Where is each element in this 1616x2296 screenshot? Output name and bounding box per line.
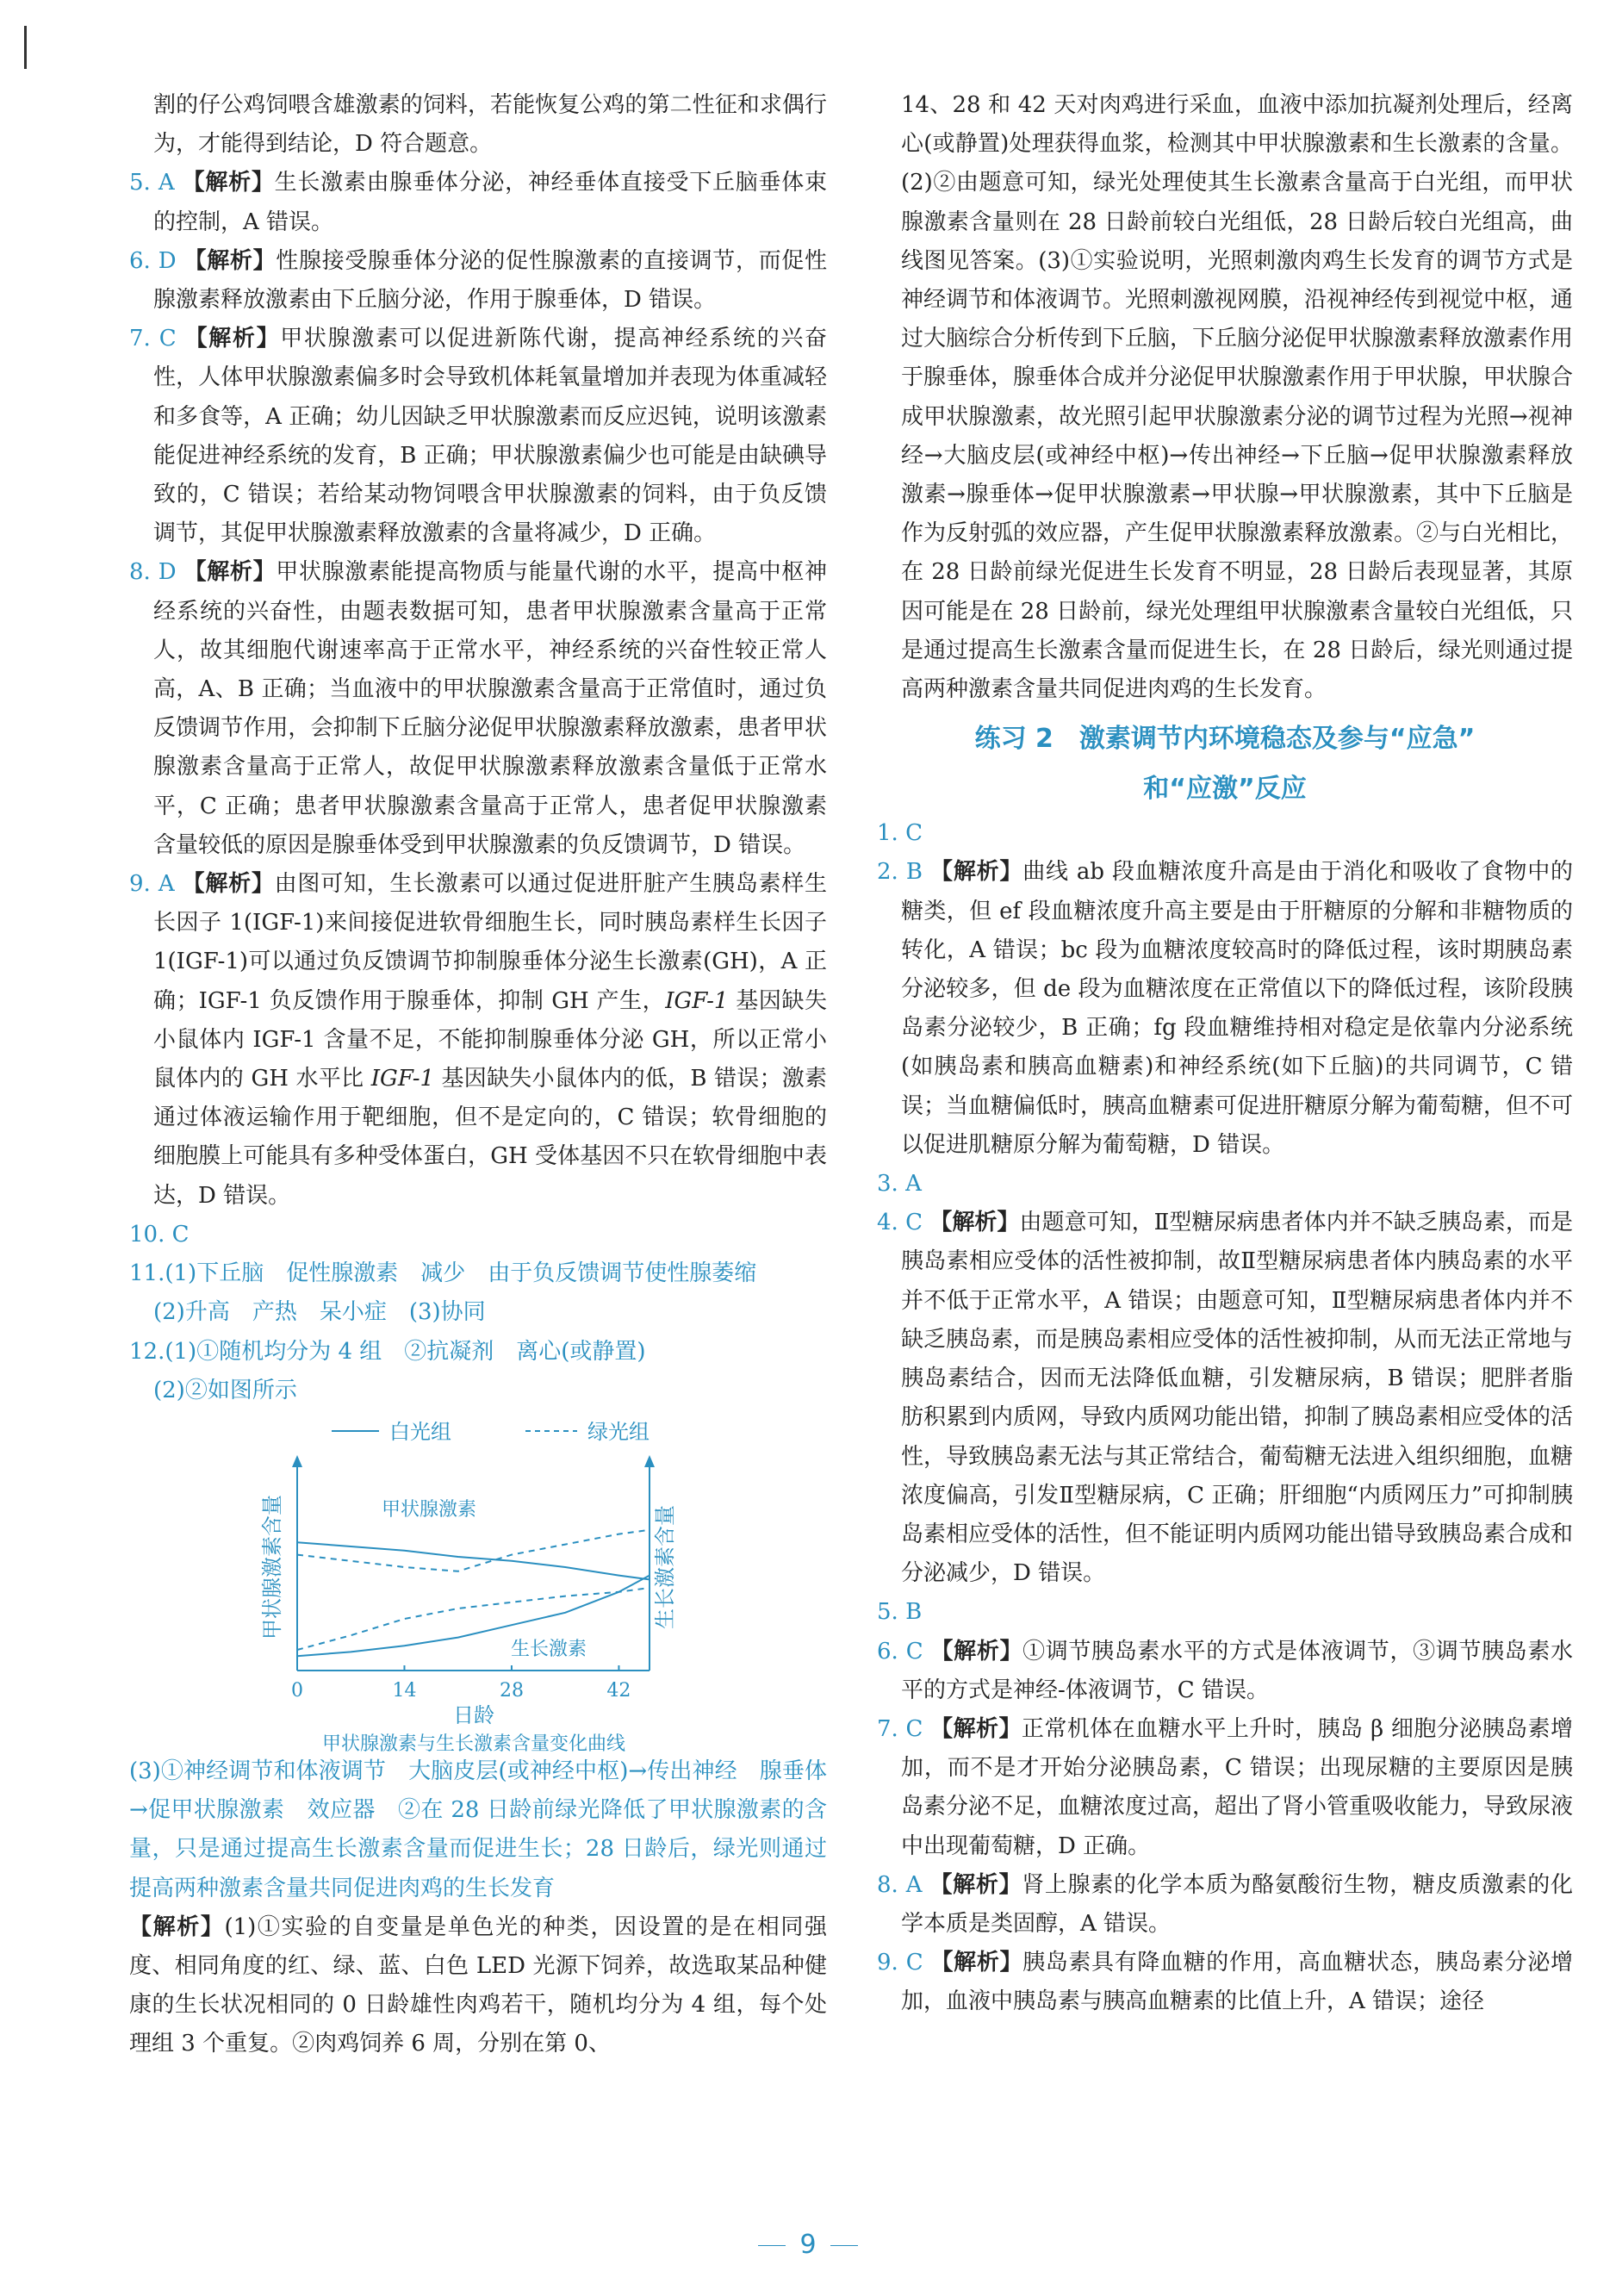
section-title xyxy=(877,714,1573,814)
answer-8: 8. D 【解析】甲状腺激素能提高物质与能量代谢的水平，提高中枢神经系统的兴奋性，由题表数据可知，患者甲状腺激素含量高于正常人，故其细胞代谢速率高于正常水平，神经系统的兴奋性较正常人高，A、B 正确；当血液中的甲状腺激素含量高于正常值时，通过负反馈调节作用，会抑制下丘脑分泌促甲状腺激素释放激素，患者甲状腺激素含量高于正常人，故促甲状腺激素释放激素含量低于正常水平，C 正确；患者甲状腺激素含量高于正常人，患者促甲状腺激素含量较低的原因是腺垂体受到甲状腺激素的负反馈调节，D 错误。 xyxy=(129,559,827,858)
annotation-growth-hormone: 生长激素 xyxy=(511,1638,587,1660)
annotation-thyroid-hormone: 甲状腺激素 xyxy=(382,1498,477,1521)
answer-9: 9. A 【解析】由图可知，生长激素可以通过促进肝脏产生胰岛素样生长因子 1(IGF-1)来间接促进软骨细胞生长，同时胰岛素样生长因子 1(IGF-1)可以通过负反馈调节抑制腺垂体分泌生长激素(GH)，A 正确；IGF-1 负反馈作用于腺垂体，抑制 GH 产生，IGF-1 基因缺失小鼠体内 IGF-1 含量不足，不能抑制腺垂体分泌 GH，所以正常小鼠体内的 GH 水平比 IGF-1 基因缺失小鼠体内的低，B 错误；激素通过体液运输作用于靶细胞，但不是定向的，C 错误；软骨细胞的细胞膜上可能具有多种受体蛋白，GH 受体基因不只在软骨细胞中表达，D 错误。 xyxy=(129,871,827,1209)
section-title-line1: 练习 2 激素调节内环境稳态及参与“应急” xyxy=(974,724,1476,755)
legend-green-light: 绿光组 xyxy=(587,1419,650,1444)
gene-name: IGF-1 xyxy=(665,987,729,1014)
gene-name: IGF-1 xyxy=(370,1066,435,1092)
x-tick-label: 28 xyxy=(499,1679,524,1702)
hormone-chart xyxy=(129,1412,827,1752)
practice-answer-6: 6. C 【解析】①调节胰岛素水平的方式是体液调节，③调节胰岛素水平的方式是神经-体液调节，C 错误。 xyxy=(877,1638,1573,1703)
intro-text: 割的仔公鸡饲喂含雄激素的饲料，若能恢复公鸡的第二性征和求偶行为，才能得到结论，D 符合题意。 xyxy=(153,92,827,158)
hormone-chart-svg xyxy=(129,1412,827,1752)
footer-dash-left xyxy=(758,2245,786,2246)
left-column xyxy=(129,86,827,2064)
y-label-right: 生长激素含量 xyxy=(653,1504,677,1629)
x-axis-label: 日龄 xyxy=(453,1702,494,1727)
practice-answer-5: 5. B xyxy=(877,1599,923,1626)
answer-10: 10. C xyxy=(129,1221,190,1248)
footer-dash-right xyxy=(830,2245,858,2246)
answer-12-part3: (3)①神经调节和体液调节 大脑皮层(或神经中枢)→传出神经 腺垂体→促甲状腺激素 效应器 ②在 28 日龄前绿光降低了甲状腺激素的含量，只是通过提高生长激素含量而促进生长；28 日龄后，绿光则通过提高两种激素含量共同促进肉鸡的生长发育 xyxy=(129,1758,827,1901)
answer-11: 11.(1)下丘脑 促性腺激素 减少 由于负反馈调节使性腺萎缩 (2)升高 产热 呆小症 (3)协同 xyxy=(129,1260,757,1326)
x-tick-label: 42 xyxy=(606,1679,631,1702)
practice-answer-4: 4. C 【解析】由题意可知，Ⅱ型糖尿病患者体内并不缺乏胰岛素，而是胰岛素相应受体的活性被抑制，故Ⅱ型糖尿病患者体内胰岛素的水平并不低于正常水平，A 错误；由题意可知，Ⅱ型糖尿病患者体内并不缺乏胰岛素，而是胰岛素相应受体的活性被抑制，从而无法正常地与胰岛素结合，因而无法降低血糖，引发糖尿病，B 错误；肥胖者脂肪积累到内质网，导致内质网功能出错，抑制了胰岛素相应受体的活性，导致胰岛素无法与其正常结合，葡萄糖无法进入组织细胞，血糖浓度偏高，引发Ⅱ型糖尿病，C 正确；肝细胞“内质网压力”可抑制胰岛素相应受体的活性，但不能证明内质网功能出错导致胰岛素合成和分泌减少，D 错误。 xyxy=(877,1210,1574,1587)
answer-7: 7. C 【解析】甲状腺激素可以促进新陈代谢，提高神经系统的兴奋性，人体甲状腺激素偏多时会导致机体耗氧量增加并表现为体重减轻和多食等，A 正确；幼儿因缺乏甲状腺激素而反应迟钝，说明该激素能促进神经系统的发育，B 正确；甲状腺激素偏少也可能是由缺碘导致的，C 错误；若给某动物饲喂含甲状腺激素的饲料，由于负反馈调节，其促甲状腺激素释放激素的含量将减少，D 正确。 xyxy=(129,326,827,547)
practice-answer-8: 8. A 【解析】肾上腺素的化学本质为酪氨酸衍生物，糖皮质激素的化学本质是类固醇，A 错误。 xyxy=(877,1871,1573,1937)
practice-answer-2: 2. B 【解析】曲线 ab 段血糖浓度升高是由于消化和吸收了食物中的糖类，但 ef 段血糖浓度升高主要是由于肝糖原的分解和非糖物质的转化，A 错误；bc 段为血糖浓度较高时的降低过程，该时期胰岛素分泌较多，但 de 段为血糖浓度在正常值以下的降低过程，该阶段胰岛素分泌较少，B 正确；fg 段血糖维持相对稳定是依靠内分泌系统(如胰岛素和胰高血糖素)和神经系统(如下丘脑)的共同调节，C 错误；当血糖偏低时，胰高血糖素可促进肝糖原分解为葡萄糖，但不可以促进肌糖原分解为葡萄糖，D 错误。 xyxy=(877,859,1574,1158)
answer-12-analysis: 【解析】(1)①实验的自变量是单色光的种类，因设置的是在相同强度、相同角度的红、绿、蓝、白色 LED 光源下饲养，故选取某品种健康的生长状况相同的 0 日龄雄性肉鸡若干，随机均分为 4 组，每个处理组 3 个重复。②肉鸡饲养 6 周，分别在第 0、 xyxy=(129,1913,827,2057)
practice-answer-3: 3. A xyxy=(877,1171,922,1198)
y-axis-left-arrow xyxy=(292,1455,302,1467)
legend-white-light: 白光组 xyxy=(389,1419,451,1444)
series-line-2 xyxy=(297,1576,650,1657)
x-tick-label: 14 xyxy=(392,1679,417,1702)
series-line-0 xyxy=(297,1542,650,1579)
page-edge-mark xyxy=(24,26,27,69)
x-tick-label: 0 xyxy=(291,1679,303,1702)
answer-5: 5. A 【解析】生长激素由腺垂体分泌，神经垂体直接受下丘脑垂体束的控制，A 错误。 xyxy=(129,170,827,235)
series-line-3 xyxy=(297,1588,650,1650)
y-label-left: 甲状腺激素含量 xyxy=(260,1494,284,1640)
practice-answer-7: 7. C 【解析】正常机体在血糖水平上升时，胰岛 β 细胞分泌胰岛素增加，而不是才开始分泌胰岛素，C 错误；出现尿糖的主要原因是胰岛素分泌不足，血糖浓度过高，超出了肾小管重吸收能力，导致尿液中出现葡萄糖，D 正确。 xyxy=(877,1715,1574,1859)
practice-answer-1: 1. C xyxy=(877,820,923,847)
chart-title: 甲状腺激素与生长激素含量变化曲线 xyxy=(321,1733,626,1752)
answer-12-analysis-cont: 14、28 和 42 天对肉鸡进行采血，血液中添加抗凝剂处理后，经离心(或静置)处理获得血浆，检测其中甲状腺激素和生长激素的含量。(2)②由题意可知，绿光处理使其生长激素含量高于白光组，而甲状腺激素含量则在 28 日龄前较白光组低，28 日龄后较白光组高，曲线图见答案。(3)①实验说明，光照刺激肉鸡生长发育的调节方式是神经调节和体液调节。光照刺激视网膜，沿视神经传到视觉中枢，通过大脑综合分析传到下丘脑，下丘脑分泌促甲状腺激素释放激素作用于腺垂体，腺垂体合成并分泌促甲状腺激素作用于甲状腺，甲状腺合成甲状腺激素，故光照引起甲状腺激素分泌的调节过程为光照→视神经→大脑皮层(或神经中枢)→传出神经→下丘脑→促甲状腺激素释放激素→腺垂体→促甲状腺激素→甲状腺→甲状腺激素，其中下丘脑是作为反射弧的效应器，产生促甲状腺激素释放激素。②与白光相比，在 28 日龄前绿光促进生长发育不明显，28 日龄后表现显著，其原因可能是在 28 日龄前，绿光处理组甲状腺激素含量较白光组低，只是通过提高生长激素含量而促进生长，在 28 日龄后，绿光则通过提高两种激素含量共同促进肉鸡的生长发育。 xyxy=(901,92,1574,703)
series-line-1 xyxy=(297,1530,650,1571)
right-column xyxy=(877,86,1573,2022)
answer-12: 12.(1)①随机均分为 4 组 ②抗凝剂 离心(或静置) (2)②如图所示 xyxy=(129,1338,646,1403)
y-axis-right-arrow xyxy=(644,1455,655,1467)
page-footer xyxy=(0,2230,1616,2260)
practice-answer-9: 9. C 【解析】胰岛素具有降血糖的作用，高血糖状态，胰岛素分泌增加，血液中胰岛素与胰高血糖素的比值上升，A 错误；途径 xyxy=(877,1950,1573,2015)
page-number: 9 xyxy=(799,2230,817,2260)
section-title-line2: 和“应激”反应 xyxy=(1143,774,1307,805)
answer-6: 6. D 【解析】性腺接受腺垂体分泌的促性腺激素的直接调节，而促性腺激素释放激素由下丘脑分泌，作用于腺垂体，D 错误。 xyxy=(129,247,827,314)
